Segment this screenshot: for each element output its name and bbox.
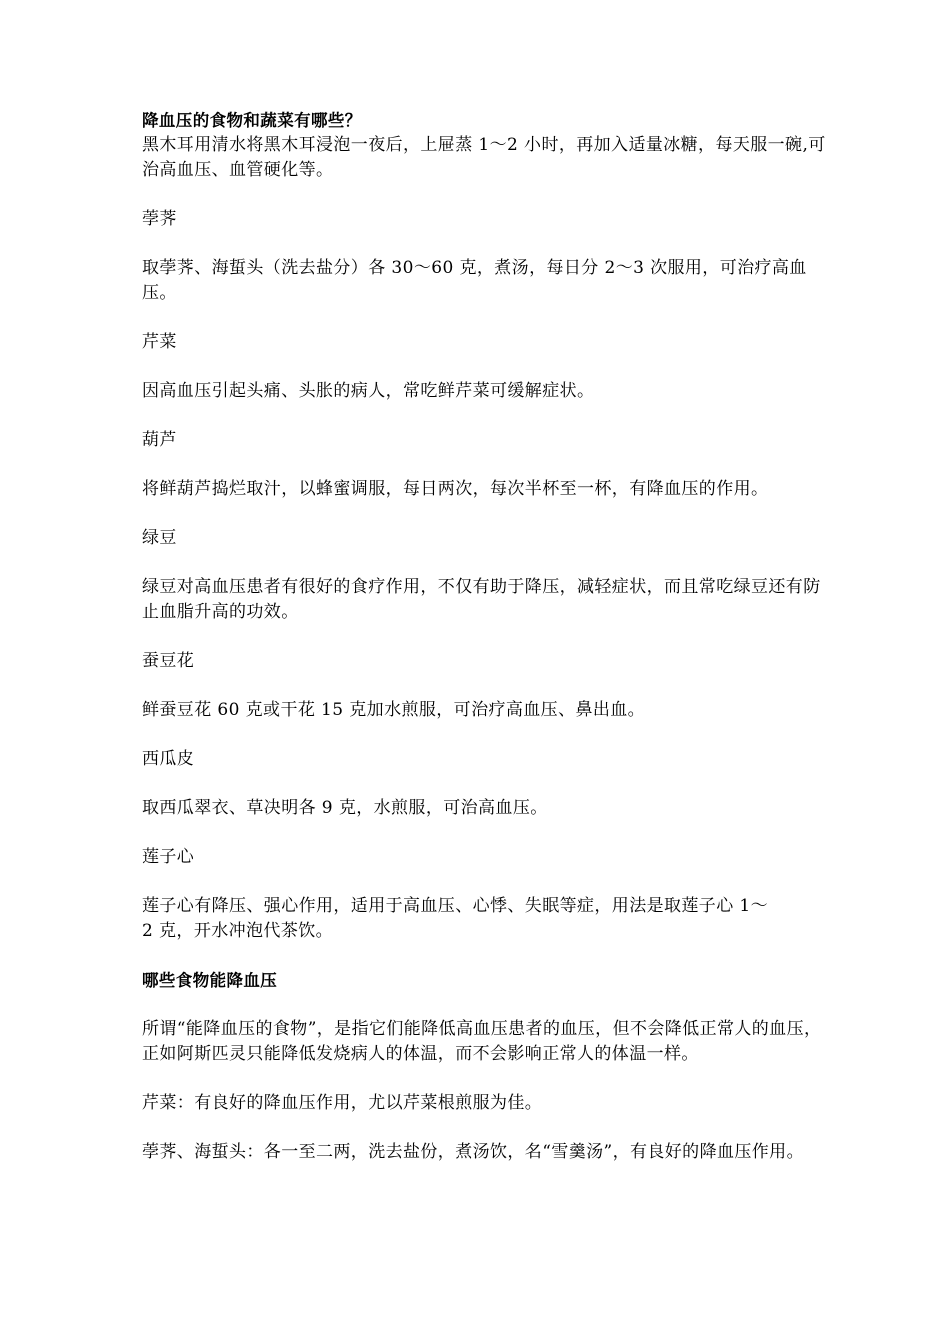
section-text-lotus-heart-continued: 2 克，开水冲泡代茶饮。 xyxy=(142,921,334,941)
paragraph-biqi-jellyfish: 荸荠、海蜇头：各一至二两，洗去盐份，煮汤饮，名“雪羹汤”，有良好的降血压作用。 xyxy=(142,1142,804,1162)
document-page xyxy=(142,108,832,1165)
section-heading-celery: 芹菜 xyxy=(142,332,177,352)
section-title-foods: 哪些食物能降血压 xyxy=(142,971,278,990)
section-heading-biqi: 荸荠 xyxy=(142,209,177,229)
section-text-gourd: 将鲜葫芦捣烂取汁，以蜂蜜调服，每日两次，每次半杯至一杯，有降血压的作用。 xyxy=(142,479,769,499)
section-heading-watermelon-rind: 西瓜皮 xyxy=(142,749,195,769)
paragraph-definition: 所谓“能降血压的食物”，是指它们能降低高血压患者的血压，但不会降低正常人的血压，正如阿斯匹灵只能降低发烧病人的体温，而不会影响正常人的体温一样。 xyxy=(142,1019,822,1064)
section-heading-broadbean-flower: 蚕豆花 xyxy=(142,651,195,671)
section-heading-mungbean: 绿豆 xyxy=(142,528,177,548)
section-text-mungbean: 绿豆对高血压患者有很好的食疗作用，不仅有助于降压，减轻症状，而且常吃绿豆还有防止血脂升高的功效。 xyxy=(142,577,821,622)
paragraph-celery: 芹菜：有良好的降血压作用，尤以芹菜根煎服为佳。 xyxy=(142,1093,543,1113)
section-text-watermelon-rind: 取西瓜翠衣、草决明各 9 克，水煎服，可治高血压。 xyxy=(142,798,548,818)
section-text-broadbean-flower: 鲜蚕豆花 60 克或干花 15 克加水煎服，可治疗高血压、鼻出血。 xyxy=(142,700,646,720)
section-text-biqi: 取荸荠、海蜇头（洗去盐分）各 30～60 克，煮汤，每日分 2～3 次服用，可治疗高血压。 xyxy=(142,258,807,303)
intro-paragraph: 黑木耳用清水将黑木耳浸泡一夜后，上屉蒸 1～2 小时，再加入适量冰糖，每天服一碗,可治高血压、血管硬化等。 xyxy=(142,135,826,180)
section-heading-gourd: 葫芦 xyxy=(142,430,177,450)
section-heading-lotus-heart: 莲子心 xyxy=(142,847,195,867)
page-title: 降血压的食物和蔬菜有哪些？ xyxy=(142,111,362,130)
section-text-celery: 因高血压引起头痛、头胀的病人，常吃鲜芹菜可缓解症状。 xyxy=(142,381,595,401)
section-text-lotus-heart: 莲子心有降压、强心作用，适用于高血压、心悸、失眠等症，用法是取莲子心 1～ xyxy=(142,896,769,916)
